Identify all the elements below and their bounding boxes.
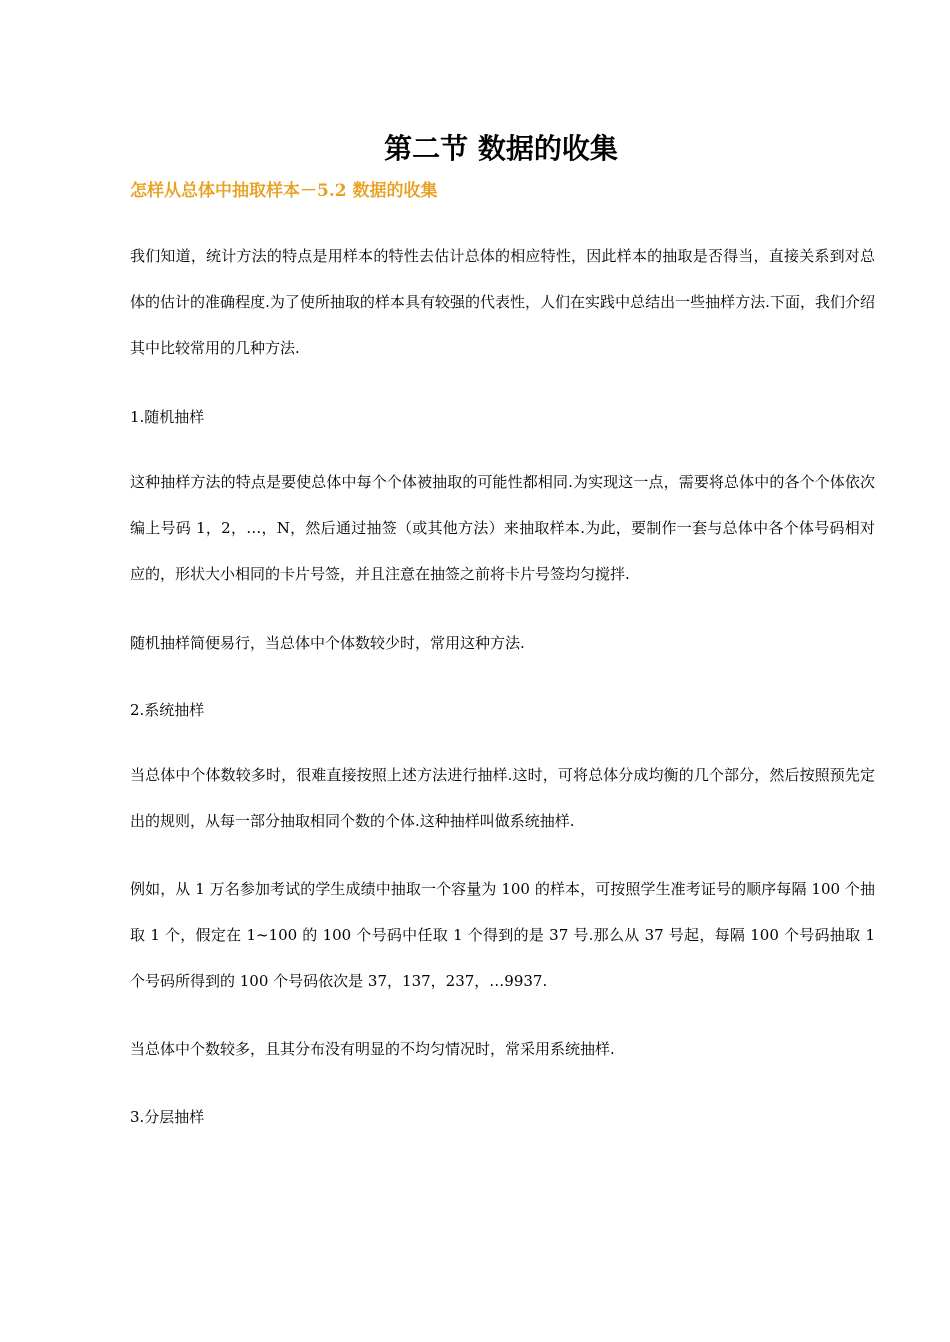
page-title: 第二节 数据的收集 xyxy=(384,132,618,165)
section-heading-random-sampling: 1.随机抽样 xyxy=(130,408,205,426)
random-sampling-note: 随机抽样简便易行，当总体中个体数较少时，常用这种方法. xyxy=(130,634,525,652)
page-subtitle: 怎样从总体中抽取样本－5.2 数据的收集 xyxy=(130,181,438,201)
section-heading-systematic-sampling: 2.系统抽样 xyxy=(130,701,205,719)
intro-paragraph: 我们知道，统计方法的特点是用样本的特性去估计总体的相应特性，因此样本的抽取是否得当，直接关系到对总体的估计的准确程度.为了使所抽取的样本具有较强的代表性，人们在实践中总结出一些抽样方法.下面，我们介绍其中比较常用的几种方法. xyxy=(130,247,875,357)
random-sampling-paragraph: 这种抽样方法的特点是要使总体中每个个体被抽取的可能性都相同.为实现这一点，需要将总体中的各个个体依次编上号码 1，2，…，N，然后通过抽签（或其他方法）来抽取样本.为此，要制作一套与总体中各个体号码相对应的，形状大小相同的卡片号签，并且注意在抽签之前将卡片号签均匀搅拌. xyxy=(130,473,875,583)
systematic-sampling-note: 当总体中个数较多，且其分布没有明显的不均匀情况时，常采用系统抽样. xyxy=(130,1040,615,1058)
systematic-sampling-paragraph: 当总体中个体数较多时，很难直接按照上述方法进行抽样.这时，可将总体分成均衡的几个部分，然后按照预先定出的规则，从每一部分抽取相同个数的个体.这种抽样叫做系统抽样. xyxy=(130,766,875,830)
section-heading-stratified-sampling: 3.分层抽样 xyxy=(130,1108,205,1126)
systematic-sampling-example: 例如，从 1 万名参加考试的学生成绩中抽取一个容量为 100 的样本，可按照学生准考证号的顺序每隔 100 个抽取 1 个，假定在 1~100 的 100 个号码中任取 1 个得到的是 37 号.那么从 37 号起，每隔 100 个号码抽取 1 个号码所得到的 100 个号码依次是 37，137，237，…9937. xyxy=(130,880,875,990)
